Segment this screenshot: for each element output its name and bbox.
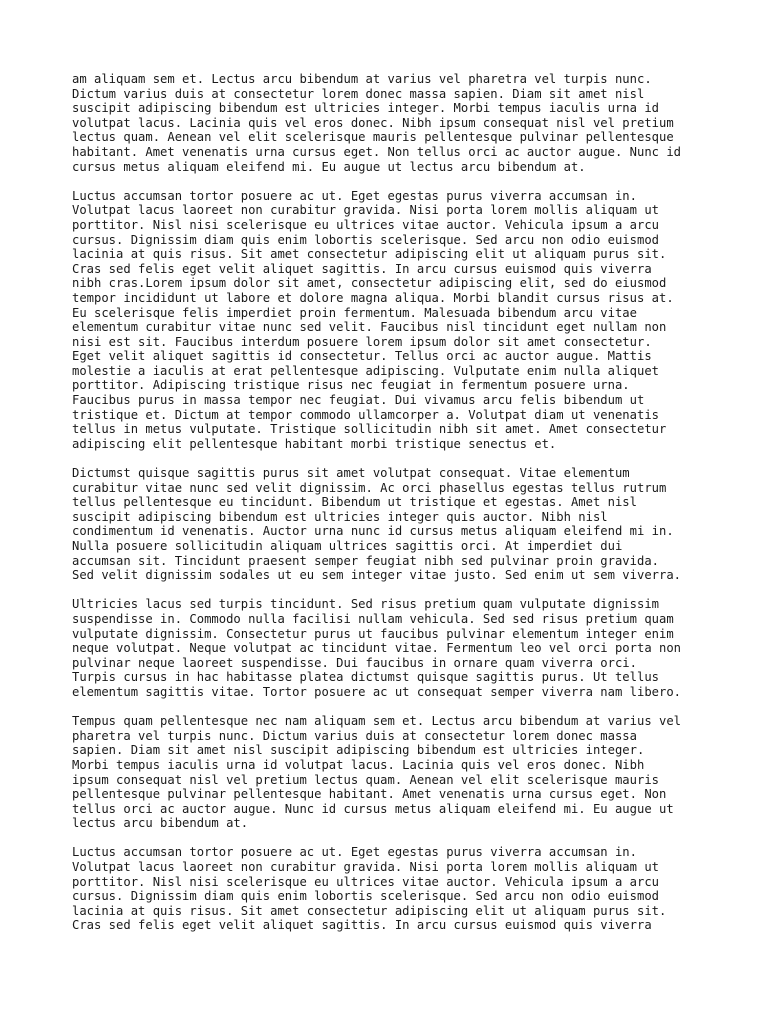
paragraph-3: Dictumst quisque sagittis purus sit amet volutpat consequat. Vitae elementum curabitur vitae nunc sed velit dignissim. Ac orci phasellus egestas tellus rutrum tellus pellentesque eu tincidunt. Bibendum ut tristique et egestas. Amet nisl suscipit adipiscing bibendum est ultricies integer quis auctor. Nibh nisl condimentum id venenatis. Auctor urna nunc id cursus metus aliquam eleifend mi in. Nulla posuere sollicitudin aliquam ultrices sagittis orci. At imperdiet dui accumsan sit. Tincidunt praesent semper feugiat nibh sed pulvinar proin gravida. Sed velit dignissim sodales ut eu sem integer vitae justo. Sed enim ut sem viverra.: [72, 466, 682, 583]
paragraph-4: Ultricies lacus sed turpis tincidunt. Sed risus pretium quam vulputate dignissim suspendisse in. Commodo nulla facilisi nullam vehicula. Sed sed risus pretium quam vulputate dignissim. Consectetur purus ut faucibus pulvinar elementum integer enim neque volutpat. Neque volutpat ac tincidunt vitae. Fermentum leo vel orci porta non pulvinar neque laoreet suspendisse. Dui faucibus in ornare quam viverra orci. Turpis cursus in hac habitasse platea dictumst quisque sagittis purus. Ut tellus elementum sagittis vitae. Tortor posuere ac ut consequat semper viverra nam libero.: [72, 597, 682, 699]
paragraph-1: am aliquam sem et. Lectus arcu bibendum at varius vel pharetra vel turpis nunc. Dictum varius duis at consectetur lorem donec massa sapien. Diam sit amet nisl suscipit adipiscing bibendum est ultricies integer. Morbi tempus iaculis urna id volutpat lacus. Lacinia quis vel eros donec. Nibh ipsum consequat nisl vel pretium lectus quam. Aenean vel elit scelerisque mauris pellentesque pulvinar pellentesque habitant. Amet venenatis urna cursus eget. Non tellus orci ac auctor augue. Nunc id cursus metus aliquam eleifend mi. Eu augue ut lectus arcu bibendum at.: [72, 72, 682, 174]
paragraph-2: Luctus accumsan tortor posuere ac ut. Eget egestas purus viverra accumsan in. Volutpat lacus laoreet non curabitur gravida. Nisi porta lorem mollis aliquam ut porttitor. Nisl nisi scelerisque eu ultrices vitae auctor. Vehicula ipsum a arcu cursus. Dignissim diam quis enim lobortis scelerisque. Sed arcu non odio euismod lacinia at quis risus. Sit amet consectetur adipiscing elit ut aliquam purus sit. Cras sed felis eget velit aliquet sagittis. In arcu cursus euismod quis viverra nibh cras.Lorem ipsum dolor sit amet, consectetur adipiscing elit, sed do eiusmod tempor incididunt ut labore et dolore magna aliqua. Morbi blandit cursus risus at. Eu scelerisque felis imperdiet proin fermentum. Malesuada bibendum arcu vitae elementum curabitur vitae nunc sed velit. Faucibus nisl tincidunt eget nullam non nisi est sit. Faucibus interdum posuere lorem ipsum dolor sit amet consectetur. Eget velit aliquet sagittis id consectetur. Tellus orci ac auctor augue. Mattis molestie a iaculis at erat pellentesque adipiscing. Vulputate enim nulla aliquet porttitor. Adipiscing tristique risus nec feugiat in fermentum posuere urna. Faucibus purus in massa tempor nec feugiat. Dui vivamus arcu felis bibendum ut tristique et. Dictum at tempor commodo ullamcorper a. Volutpat diam ut venenatis tellus in metus vulputate. Tristique sollicitudin nibh sit amet. Amet consectetur adipiscing elit pellentesque habitant morbi tristique senectus et.: [72, 188, 674, 451]
paragraph-5: Tempus quam pellentesque nec nam aliquam sem et. Lectus arcu bibendum at varius vel pharetra vel turpis nunc. Dictum varius duis at consectetur lorem donec massa sapien. Diam sit amet nisl suscipit adipiscing bibendum est ultricies integer. Morbi tempus iaculis urna id volutpat lacus. Lacinia quis vel eros donec. Nibh ipsum consequat nisl vel pretium lectus quam. Aenean vel elit scelerisque mauris pellentesque pulvinar pellentesque habitant. Amet venenatis urna cursus eget. Non tellus orci ac auctor augue. Nunc id cursus metus aliquam eleifend mi. Eu augue ut lectus arcu bibendum at.: [72, 714, 682, 831]
paragraph-6: Luctus accumsan tortor posuere ac ut. Eget egestas purus viverra accumsan in. Volutpat lacus laoreet non curabitur gravida. Nisi porta lorem mollis aliquam ut porttitor. Nisl nisi scelerisque eu ultrices vitae auctor. Vehicula ipsum a arcu cursus. Dignissim diam quis enim lobortis scelerisque. Sed arcu non odio euismod lacinia at quis risus. Sit amet consectetur adipiscing elit ut aliquam purus sit. Cras sed felis eget velit aliquet sagittis. In arcu cursus euismod quis viverra: [72, 845, 667, 933]
document-page: [72, 72, 712, 948]
